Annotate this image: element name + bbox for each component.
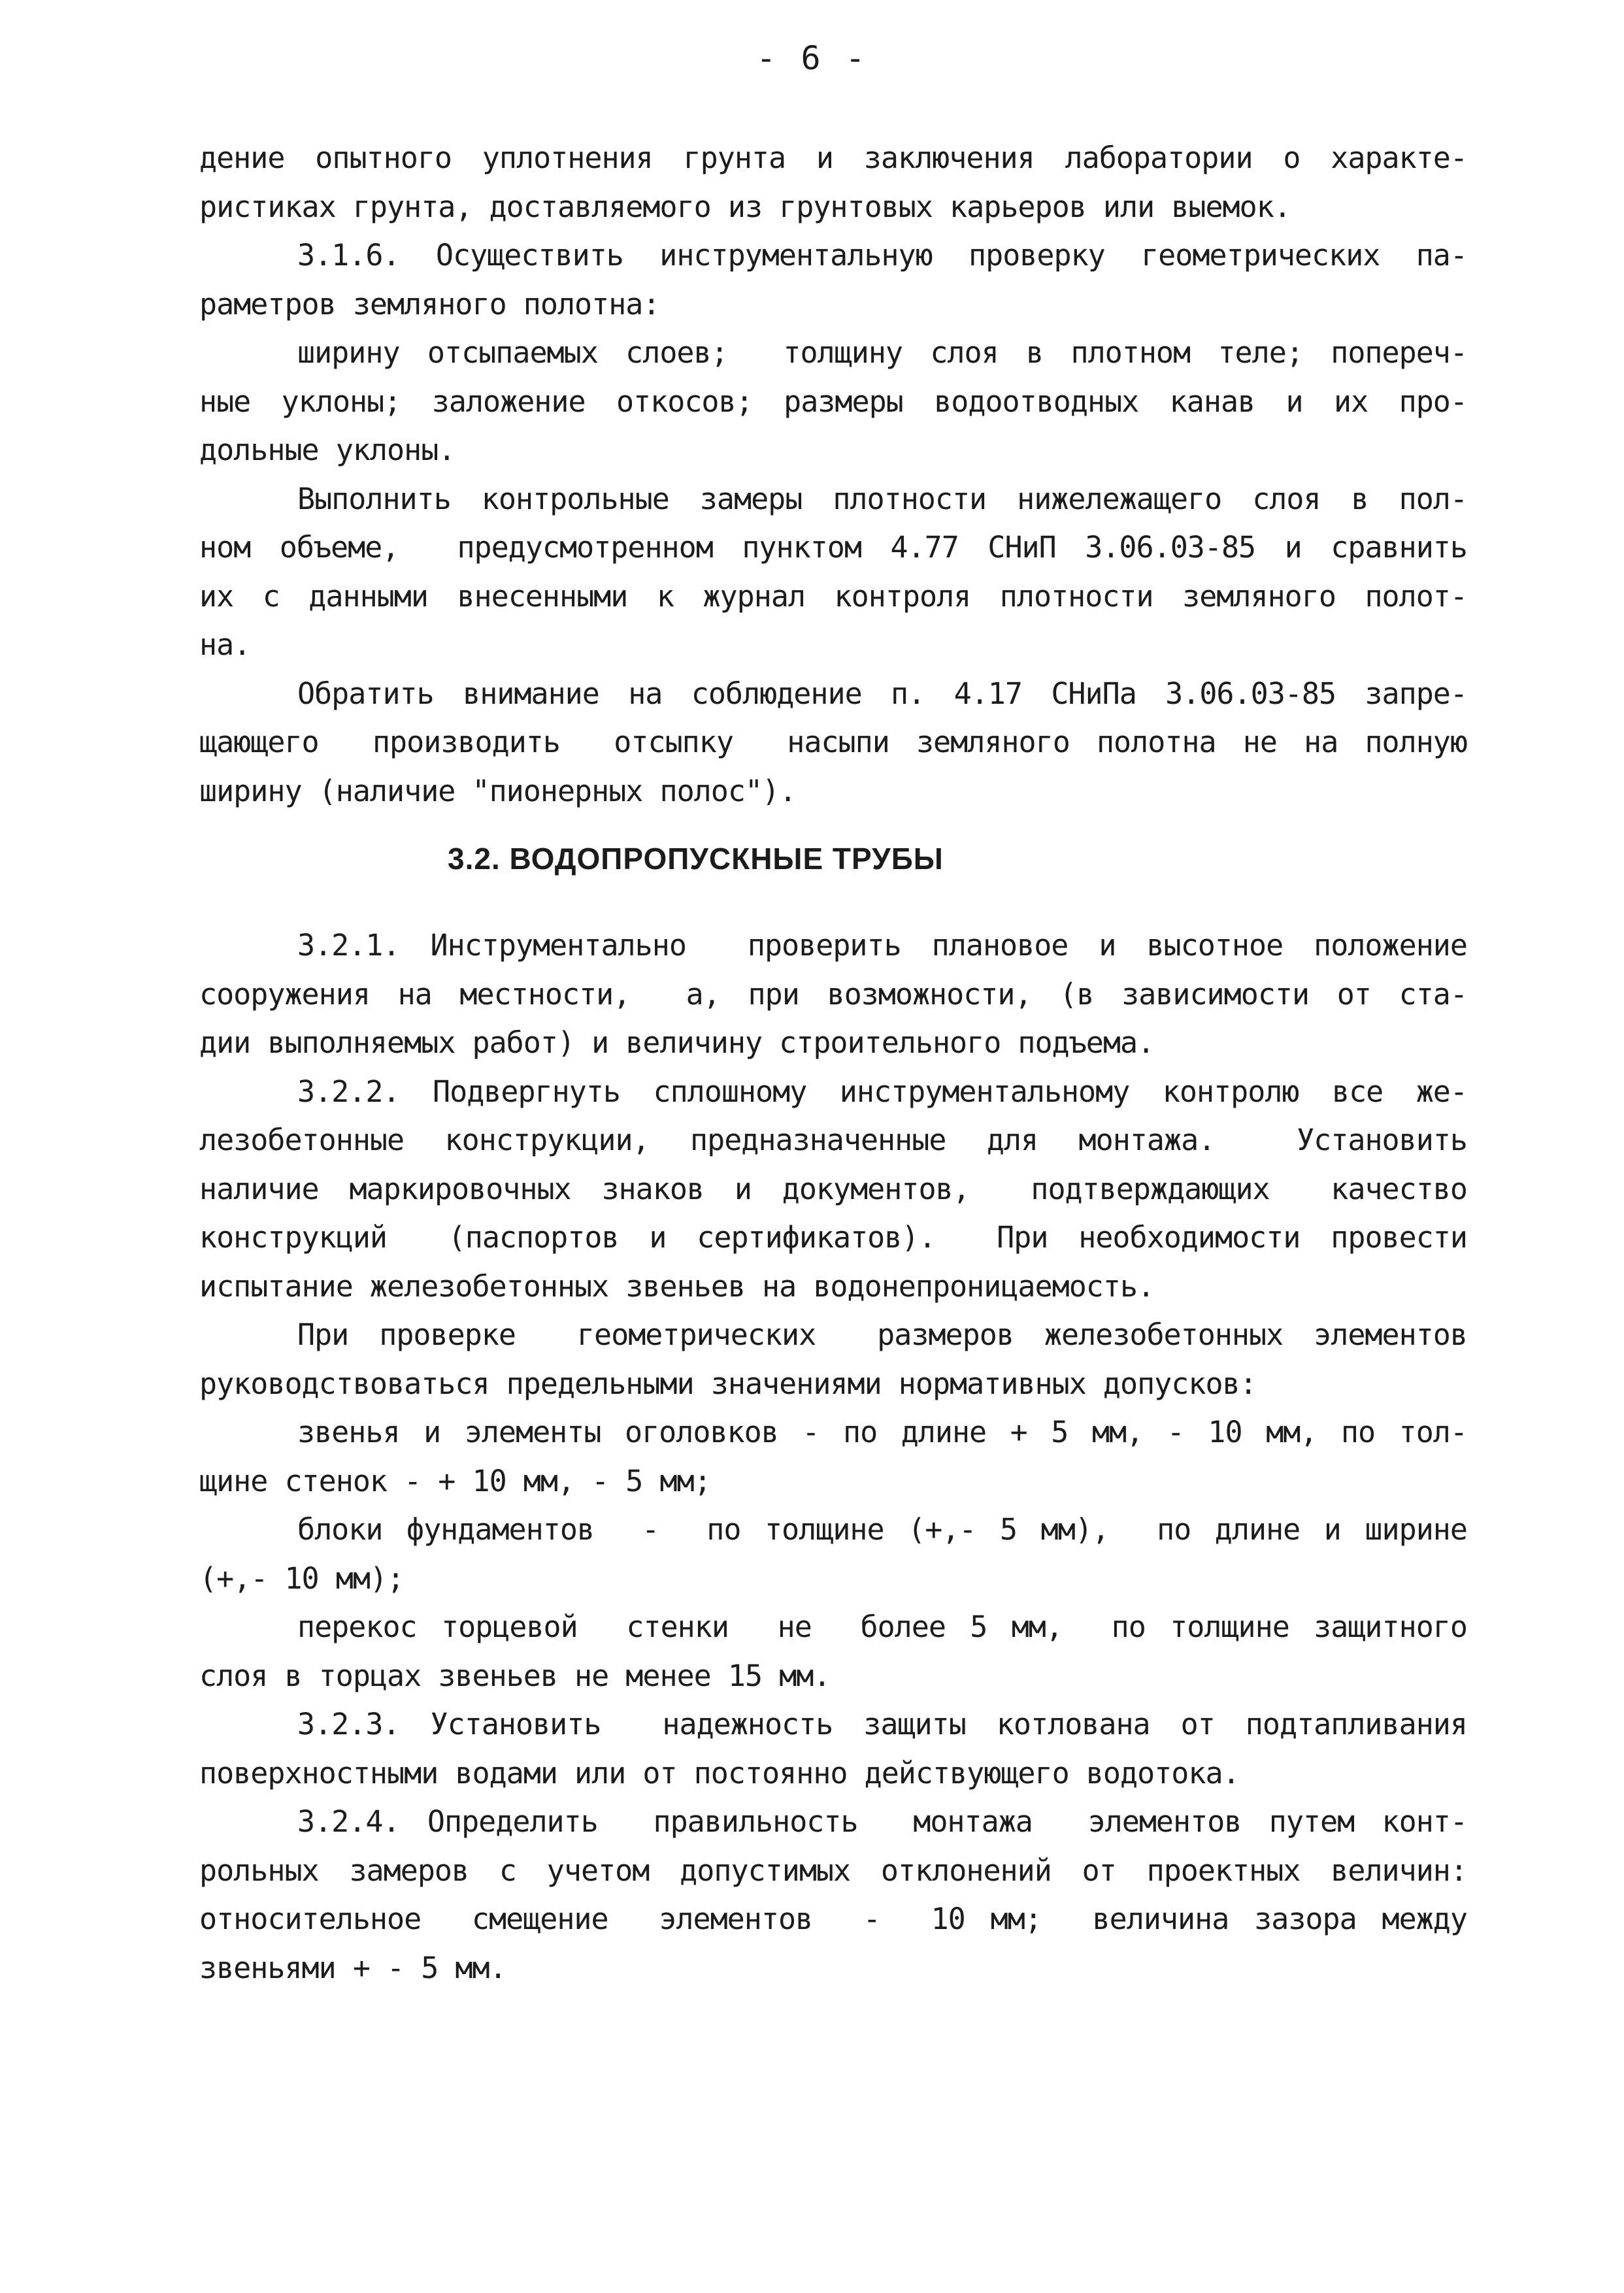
text-line: 3.2.2. Подвергнуть сплошному инструментальному контролю все же-	[297, 1074, 1467, 1109]
text-line: относительное смещение элементов - 10 мм; величина зазора между	[199, 1902, 1467, 1936]
text-line: Обратить внимание на соблюдение п. 4.17 СНиПа 3.06.03-85 запре-	[297, 676, 1467, 711]
text-line: испытание железобетонных звеньев на водонепроницаемость.	[199, 1268, 1155, 1304]
text-line: 3.2.4. Определить правильность монтажа элементов путем конт-	[297, 1804, 1467, 1839]
text-line: (+,- 10 мм);	[199, 1560, 405, 1596]
page-number: - 6 -	[756, 39, 868, 77]
text-line: ширину отсыпаемых слоев; толщину слоя в плотном теле; попереч-	[297, 335, 1467, 370]
text-line: дольные уклоны.	[199, 433, 456, 467]
text-line: слоя в торцах звеньев не менее 15 мм.	[199, 1658, 831, 1693]
text-line: сооружения на местности, а, при возможности, (в зависимости от ста-	[199, 976, 1467, 1012]
text-line: дии выполняемых работ) и величину строительного подъема.	[199, 1025, 1155, 1060]
text-line: 3.2.3. Установить надежность защиты котлована от подтапливания	[297, 1707, 1467, 1741]
text-line: звеньями + - 5 мм.	[199, 1950, 506, 1985]
text-line: конструкций (паспортов и сертификатов). При необходимости провести	[199, 1220, 1467, 1255]
text-line: поверхностными водами или от постоянно действующего водотока.	[199, 1755, 1240, 1790]
text-line: наличие маркировочных знаков и документов, подтверждающих качество	[199, 1171, 1467, 1206]
text-line: рольных замеров с учетом допустимых отклонений от проектных величин:	[199, 1853, 1467, 1888]
text-line: ном объеме, предусмотренном пунктом 4.77 СНиП 3.06.03-85 и сравнить	[199, 530, 1467, 565]
text-line: перекос торцевой стенки не более 5 мм, по толщине защитного	[297, 1609, 1467, 1644]
text-line: 3.1.6. Осуществить инструментальную проверку геометрических па-	[297, 238, 1467, 272]
text-line: щине стенок - + 10 мм, - 5 мм;	[199, 1463, 711, 1498]
section-heading: 3.2. ВОДОПРОПУСКНЫЕ ТРУБЫ	[448, 842, 944, 876]
text-line: При проверке геометрических размеров железобетонных элементов	[297, 1317, 1467, 1352]
text-line: Выполнить контрольные замеры плотности нижележащего слоя в пол-	[297, 481, 1467, 516]
text-line: раметров земляного полотна:	[199, 286, 660, 322]
text-line: на.	[199, 627, 251, 662]
text-line: их с данными внесенными к журнал контроля плотности земляного полот-	[199, 578, 1467, 614]
text-line: звенья и элементы оголовков - по длине + 5 мм, - 10 мм, по тол-	[297, 1415, 1467, 1449]
text-line: блоки фундаментов - по толщине (+,- 5 мм), по длине и ширине	[297, 1512, 1467, 1547]
text-line: 3.2.1. Инструментально проверить плановое и высотное положение	[297, 928, 1467, 963]
document-body	[199, 134, 1467, 1992]
text-line: лезобетонные конструкции, предназначенные для монтажа. Установить	[199, 1123, 1467, 1157]
text-line: щающего производить отсыпку насыпи земляного полотна не на полную	[199, 725, 1467, 759]
text-line: ные уклоны; заложение откосов; размеры водоотводных канав и их про-	[199, 384, 1467, 419]
text-line: дение опытного уплотнения грунта и заключения лаборатории о характе-	[199, 140, 1467, 175]
text-line: руководствоваться предельными значениями нормативных допусков:	[199, 1366, 1257, 1401]
text-line: ристиках грунта, доставляемого из грунтовых карьеров или выемок.	[199, 189, 1291, 224]
text-line: ширину (наличие "пионерных полос").	[199, 773, 797, 808]
